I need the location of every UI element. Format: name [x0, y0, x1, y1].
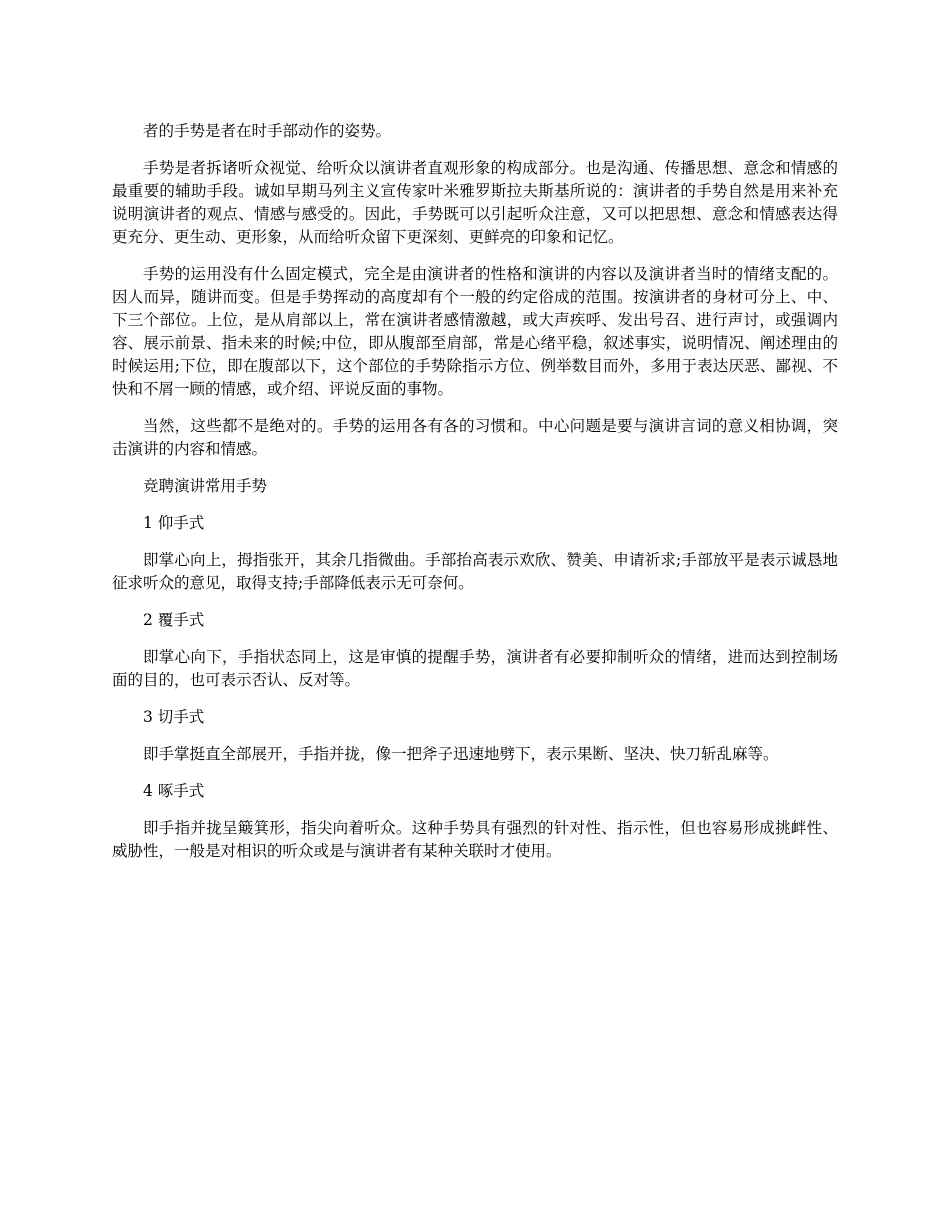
gesture-2-title: 2 覆手式 — [143, 611, 205, 629]
gesture-3-description: 即手掌挺直全部展开，手指并拢，像一把斧子迅速地劈下，表示果断、坚决、快刀斩乱麻等。 — [143, 745, 779, 763]
paragraph-intro-definition: 者的手势是者在时手部动作的姿势。 — [143, 122, 392, 140]
section-title: 竞聘演讲常用手势 — [143, 477, 268, 495]
gesture-1-description: 即掌心向上，拇指张开，其余几指微曲。手部抬高表示欢欣、赞美、申请祈求;手部放平是表示诚恳地征求听众的意见，取得支持;手部降低表示无可奈何。 — [112, 551, 838, 592]
paragraph-intro-importance: 手势是者拆诸听众视觉、给听众以演讲者直观形象的构成部分。也是沟通、传播思想、意念和情感的最重要的辅助手段。诚如早期马列主义宣传家叶米雅罗斯拉夫斯基所说的：演讲者的手势自然是用来补充说明演讲者的观点、情感与感受的。因此，手势既可以引起听众注意，又可以把思想、意念和情感表达得更充分、更生动、更形象，从而给听众留下更深刻、更鲜亮的印象和记忆。 — [112, 159, 838, 246]
gesture-4-title: 4 啄手式 — [143, 782, 205, 800]
gesture-3-title: 3 切手式 — [143, 708, 205, 726]
gesture-4-description: 即手指并拢呈簸箕形，指尖向着听众。这种手势具有强烈的针对性、指示性，但也容易形成挑衅性、威胁性，一般是对相识的听众或是与演讲者有某种关联时才使用。 — [112, 819, 838, 860]
paragraph-usage-positions: 手势的运用没有什么固定模式，完全是由演讲者的性格和演讲的内容以及演讲者当时的情绪支配的。因人而异，随讲而变。但是手势挥动的高度却有个一般的约定俗成的范围。按演讲者的身材可分上、中、下三个部位。上位，是从肩部以上，常在演讲者感情激越，或大声疾呼、发出号召、进行声讨，或强调内容、展示前景、指未来的时候;中位，即从腹部至肩部，常是心绪平稳，叙述事实，说明情况、阐述理由的时候运用;下位，即在腹部以下，这个部位的手势除指示方位、例举数目而外，多用于表达厌恶、鄙视、不快和不屑一顾的情感，或介绍、评说反面的事物。 — [112, 265, 838, 398]
gesture-2-description: 即掌心向下，手指状态同上，这是审慎的提醒手势，演讲者有必要抑制听众的情绪，进而达到控制场面的目的，也可表示否认、反对等。 — [112, 648, 838, 689]
paragraph-not-absolute: 当然，这些都不是绝对的。手势的运用各有各的习惯和。中心问题是要与演讲言词的意义相协调，突击演讲的内容和情感。 — [112, 417, 838, 458]
gesture-1-title: 1 仰手式 — [143, 514, 205, 532]
